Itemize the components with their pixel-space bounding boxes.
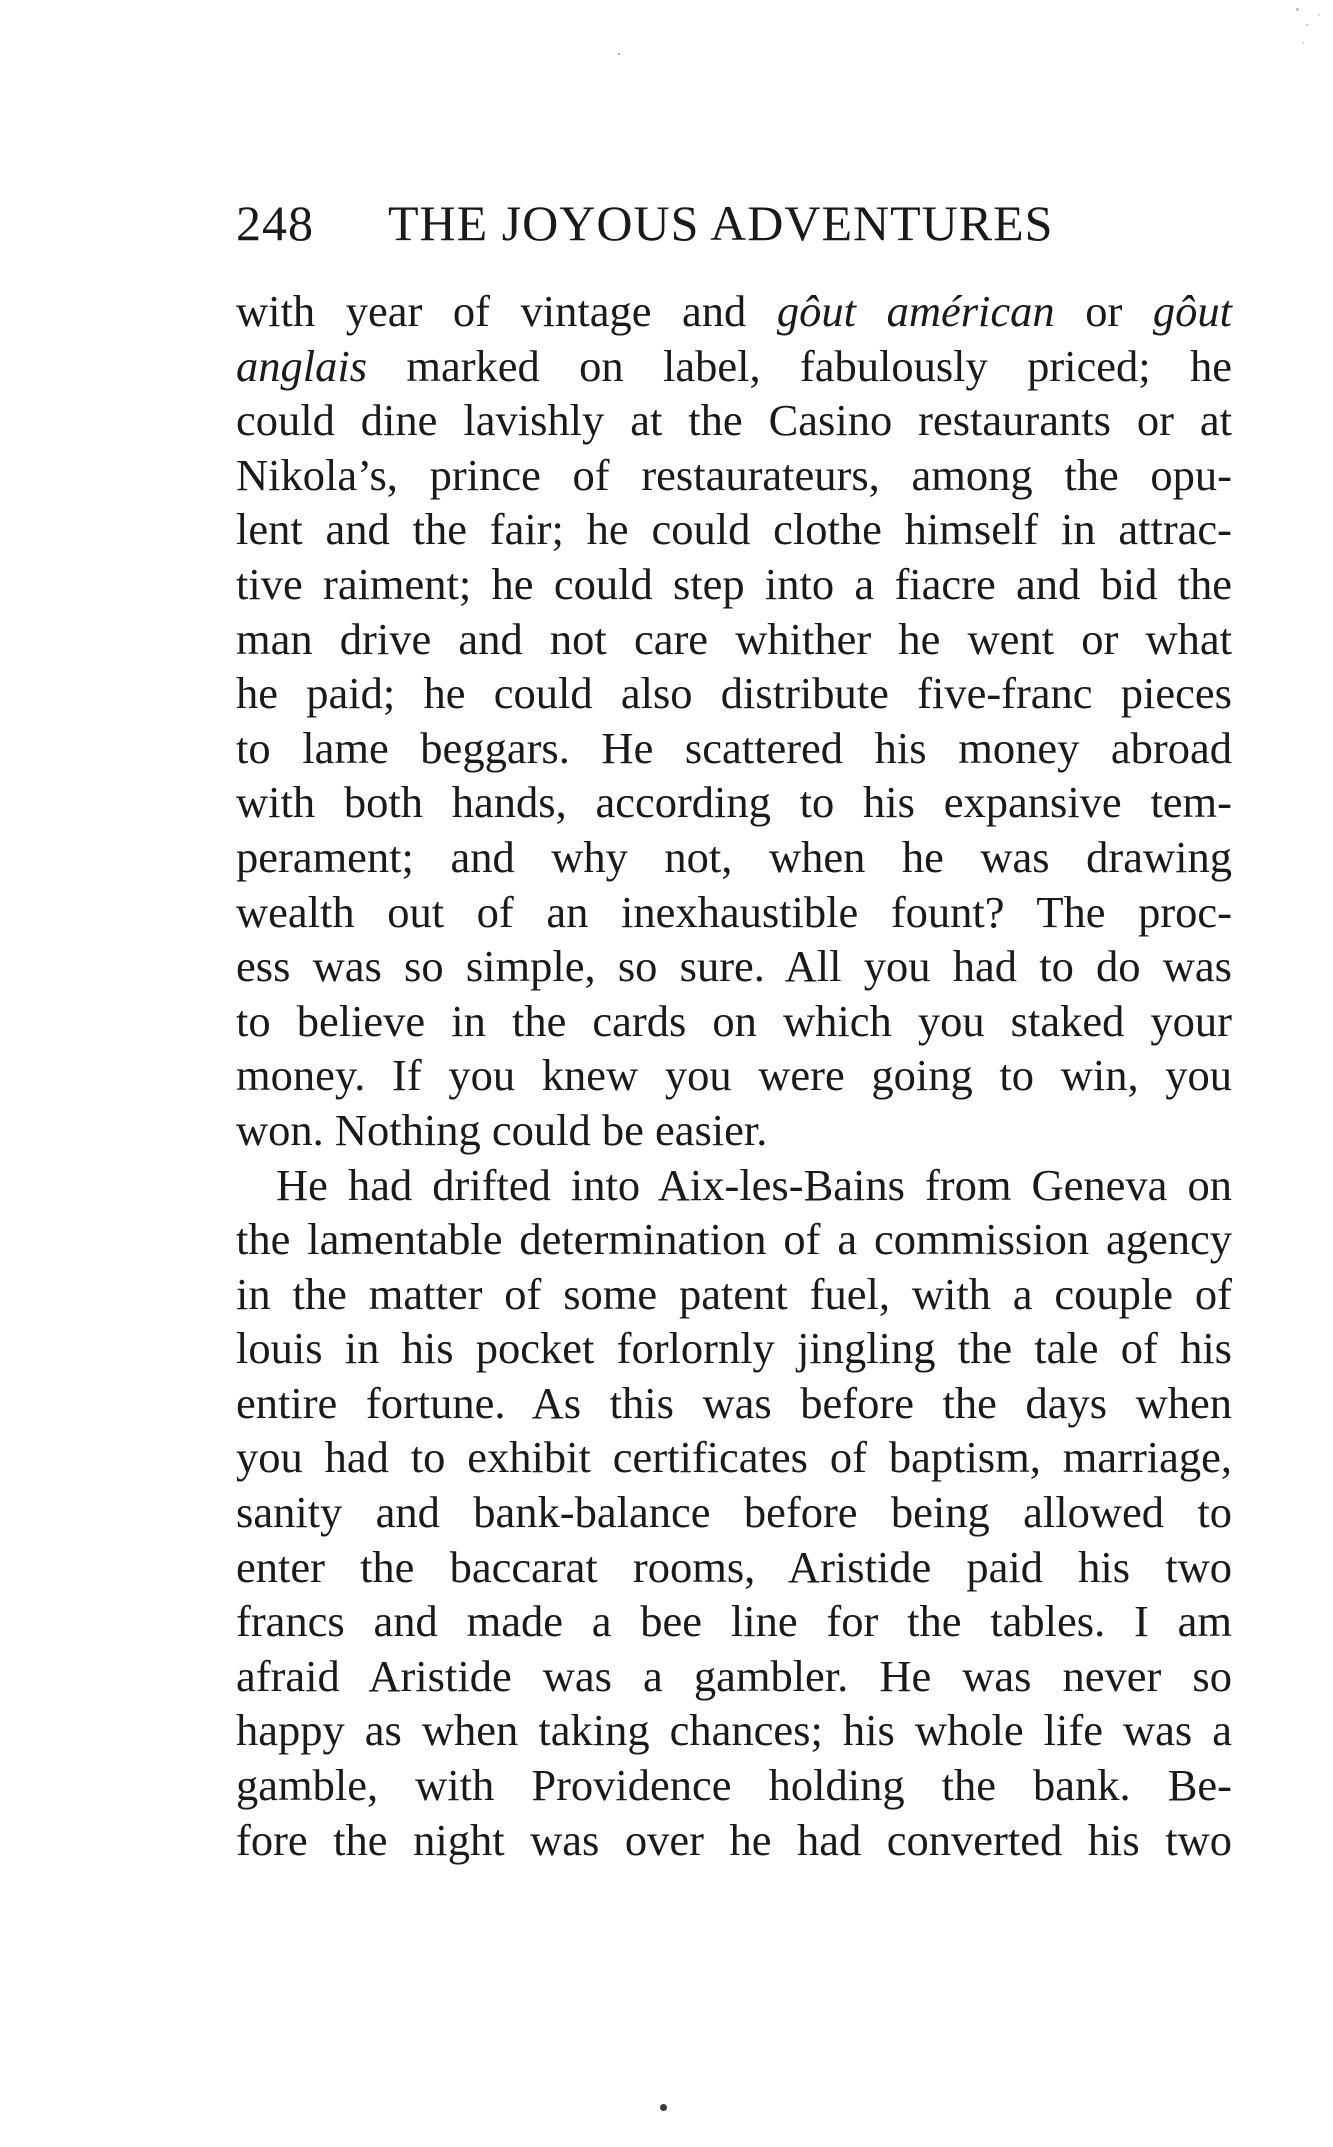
text-line: you had to exhibit certificates of baptism, marriage, bbox=[236, 1432, 1232, 1483]
text-line: he paid; he could also distribute five-franc pieces bbox=[236, 668, 1232, 719]
text-line: entire fortune. As this was before the days when bbox=[236, 1377, 1232, 1428]
text-line: enter the baccarat rooms, Aristide paid his two bbox=[236, 1541, 1232, 1592]
running-title: THE JOYOUS ADVENTURES bbox=[388, 195, 1054, 251]
text-line: money. If you knew you were going to win, you bbox=[236, 1050, 1232, 1101]
text-span: or bbox=[1054, 286, 1153, 336]
italic-phrase: gôut bbox=[1152, 286, 1232, 336]
page-number: 248 bbox=[236, 195, 314, 251]
text-line: He had drifted into Aix-les-Bains from Geneva on bbox=[276, 1159, 1232, 1210]
italic-phrase: gôut américan bbox=[776, 286, 1055, 336]
text-line: tive raiment; he could step into a fiacre and bid the bbox=[236, 558, 1232, 609]
text-line: happy as when taking chances; his whole life was a bbox=[236, 1705, 1232, 1756]
text-line: louis in his pocket forlornly jingling the tale of his bbox=[236, 1323, 1232, 1374]
text-line: afraid Aristide was a gambler. He was never so bbox=[236, 1650, 1232, 1701]
scan-speck bbox=[618, 53, 620, 55]
scan-speck bbox=[1306, 24, 1308, 26]
running-header bbox=[236, 194, 1096, 264]
text-line: fore the night was over he had converted his two bbox=[236, 1814, 1232, 1865]
text-line: sanity and bank-balance before being allowed to bbox=[236, 1487, 1232, 1538]
text-span: with year of vintage and bbox=[236, 286, 777, 336]
text-line: to lame beggars. He scattered his money abroad bbox=[236, 722, 1232, 773]
body-text bbox=[236, 284, 1232, 1867]
text-line: wealth out of an inexhaustible fount? The proc- bbox=[236, 886, 1232, 937]
text-line bbox=[236, 339, 1232, 394]
text-span: marked on label, fabulously priced; he bbox=[367, 340, 1232, 391]
text-line: lent and the fair; he could clothe himself in attrac- bbox=[236, 504, 1232, 555]
text-line: ess was so simple, so sure. All you had to do was bbox=[236, 941, 1232, 992]
text-line: in the matter of some patent fuel, with a couple of bbox=[236, 1268, 1232, 1319]
italic-phrase: anglais bbox=[236, 340, 368, 391]
scan-speck bbox=[1302, 42, 1304, 44]
text-line: with both hands, according to his expansive tem- bbox=[236, 777, 1232, 828]
scan-speck bbox=[1318, 14, 1320, 16]
text-line bbox=[236, 284, 1232, 339]
text-line: francs and made a bee line for the tables. I am bbox=[236, 1596, 1232, 1647]
text-line: to believe in the cards on which you staked your bbox=[236, 995, 1232, 1046]
text-line: the lamentable determination of a commission agency bbox=[236, 1214, 1232, 1265]
text-line: gamble, with Providence holding the bank. Be- bbox=[236, 1760, 1232, 1811]
text-line: man drive and not care whither he went or what bbox=[236, 613, 1232, 664]
text-line: Nikola’s, prince of restaurateurs, among the opu- bbox=[236, 449, 1232, 500]
text-line: could dine lavishly at the Casino restaurants or at bbox=[236, 395, 1232, 446]
scan-speck bbox=[1296, 8, 1299, 11]
text-line: perament; and why not, when he was drawing bbox=[236, 831, 1232, 882]
scan-speck bbox=[660, 2104, 667, 2111]
text-line: won. Nothing could be easier. bbox=[236, 1104, 768, 1155]
